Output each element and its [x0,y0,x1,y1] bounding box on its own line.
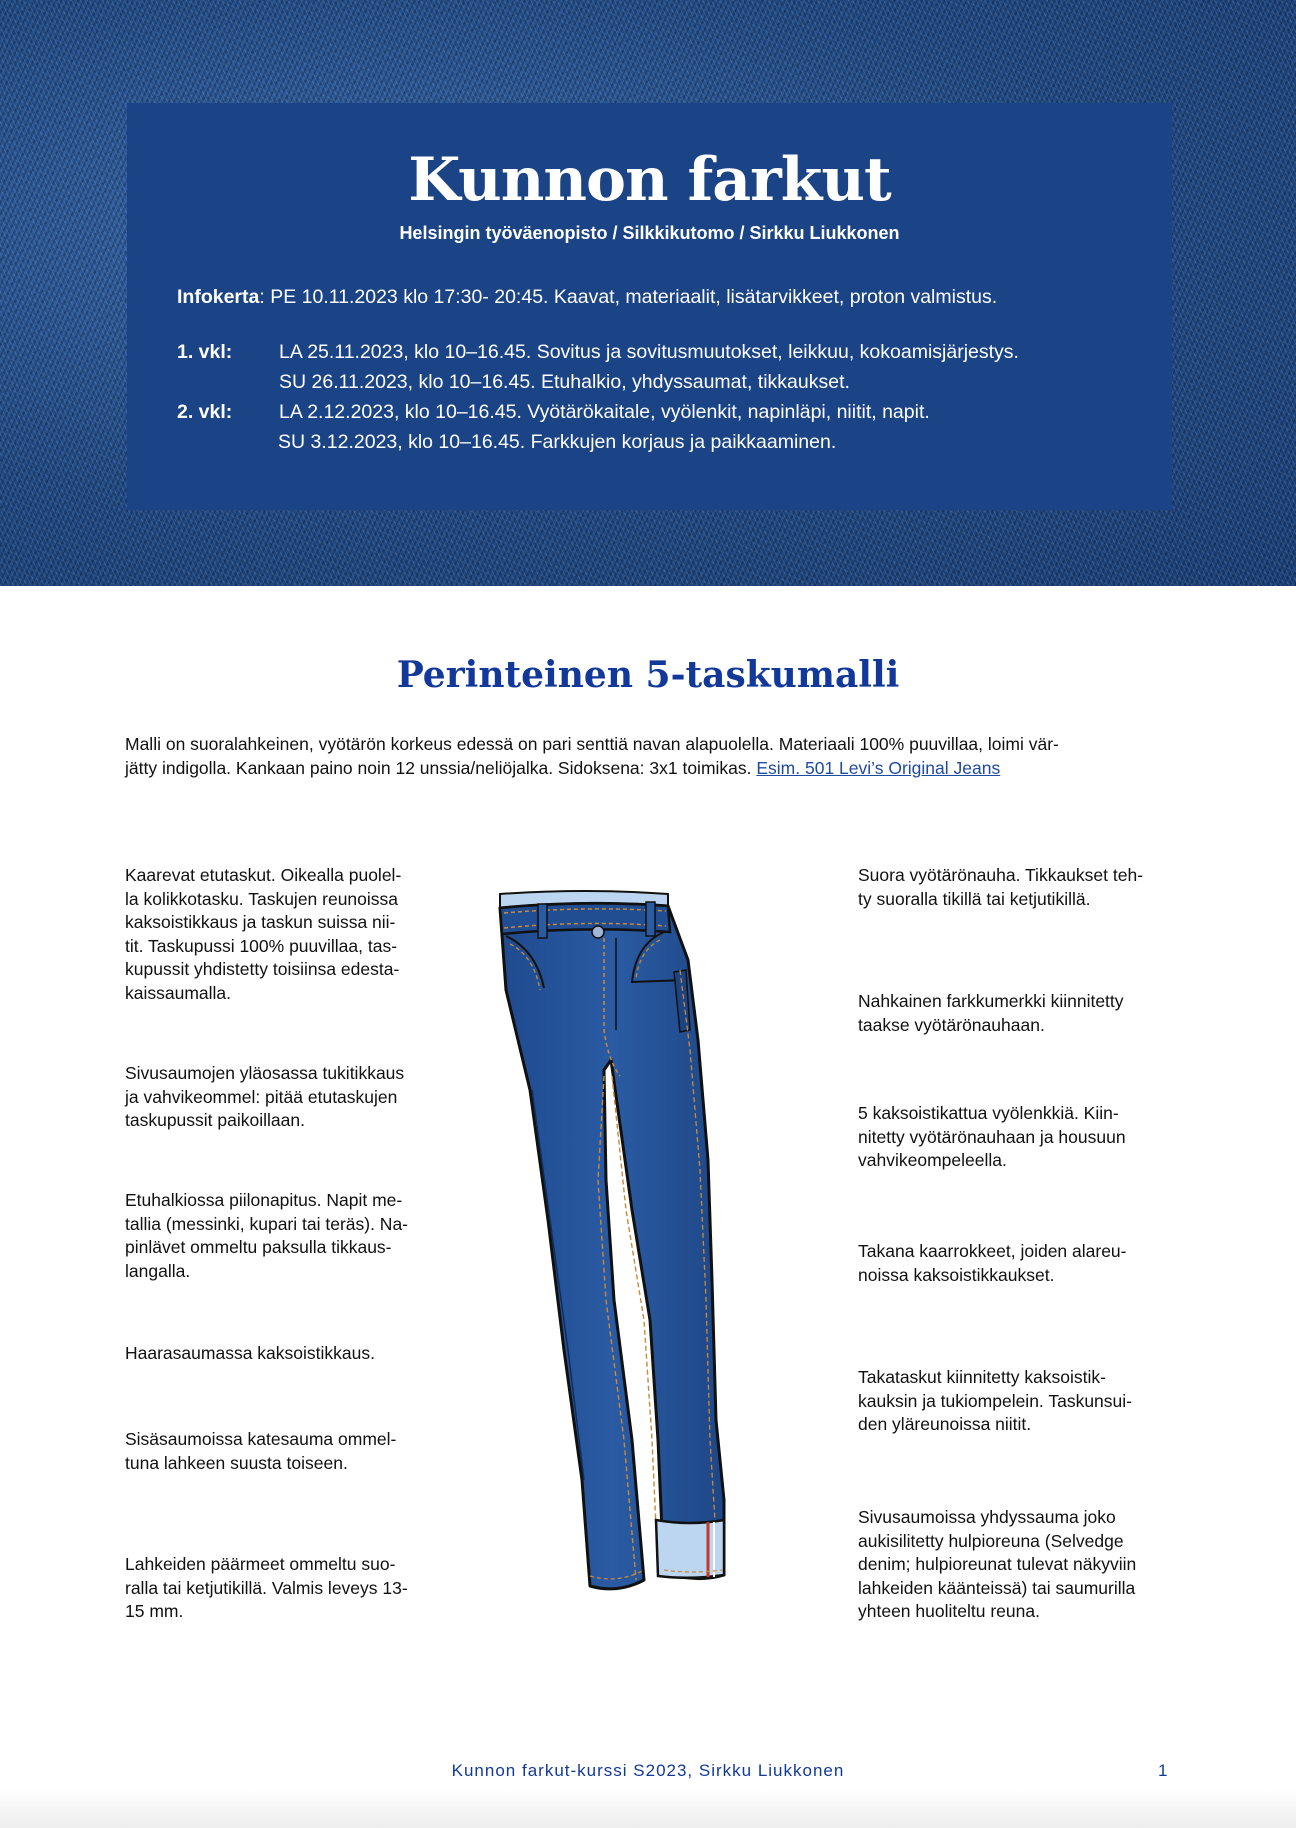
jeans-body [500,903,724,1588]
note-back-pockets: Takataskut kiinnitetty kaksoistik- kauksin ja tukiompelein. Taskunsui- den yläreunoissa niitit. [858,1367,1132,1434]
belt-loop [538,904,547,938]
jeans-button [592,926,604,938]
note-back-yoke: Takana kaarrokkeet, joiden alareu- noissa kaksoistikkaukset. [858,1241,1127,1285]
intro-line-1: Malli on suoralahkeinen, vyötärön korkeus edessä on pari senttiä navan alapuolella. Materiaali 100% puuvillaa, loimi vär- [125,734,1059,754]
schedule-week1-row1 [177,341,1019,364]
levis-501-link[interactable]: Esim. 501 Levi’s Original Jeans [756,758,1001,778]
jeans-illustration [486,880,826,1615]
note-leather-patch: Nahkainen farkkumerkki kiinnitetty taakse vyötärönauhaan. [858,991,1124,1035]
week2-label: 2. vkl: [177,401,233,423]
note-inseam: Sisäsaumoissa katesauma ommel- tuna lahkeen suusta toiseen. [125,1429,397,1473]
intro-line-2: jätty indigolla. Kankaan paino noin 12 unssia/neliöjalka. Sidoksena: 3x1 toimikas. [125,758,757,778]
belt-loop [646,902,655,936]
info-text: : PE 10.11.2023 klo 17:30- 20:45. Kaavat, materiaalit, lisätarvikkeet, proton valmistus. [259,286,998,308]
document-subtitle: Helsingin työväenopisto / Silkkikutomo / Sirkku Liukkonen [399,223,900,243]
page-bottom-edge [0,1790,1296,1828]
week1-label: 1. vkl: [177,341,233,363]
note-crotch-seam: Haarasaumassa kaksoistikkaus. [125,1343,375,1363]
note-waistband: Suora vyötärönauha. Tikkaukset teh- ty suoralla tikillä tai ketjutikillä. [858,865,1144,909]
section-title: Perinteinen 5-taskumalli [396,654,900,696]
note-belt-loops: 5 kaksoistikattua vyölenkkiä. Kiin- nitetty vyötärönauhaan ja housuun vahvikeompeleella. [858,1103,1126,1170]
schedule-info-row [177,286,997,309]
waistband [500,903,670,934]
week2-day2: SU 3.12.2023, klo 10–16.45. Farkkujen korjaus ja paikkaaminen. [278,431,837,453]
denim-header-background [0,0,1296,586]
note-fly-buttons: Etuhalkiossa piilonapitus. Napit me- tallia (messinki, kupari tai teräs). Na- pinlävet ommeltu paksulla tikkaus- langalla. [125,1190,408,1281]
footer-text: Kunnon farkut-kurssi S2023, Sirkku Liukkonen [451,1761,845,1780]
intro-paragraph [125,732,1175,780]
note-side-seams: Sivusaumoissa yhdyssauma joko aukisilitetty hulpioreuna (Selvedge denim; hulpioreunat tulevat näkyviin lahkeiden käänteissä) tai saumurilla yhteen huoliteltu reuna. [858,1507,1137,1621]
page-number: 1 [1158,1761,1168,1780]
schedule-week2-row1 [177,401,930,424]
note-front-pockets: Kaarevat etutaskut. Oikealla puolel- la kolikkotasku. Taskujen reunoissa kaksoistikkaus ja taskun suissa nii- tit. Taskupussi 100% puuvillaa, tas- kupussit yhdistetty toisiinsa edesta- kaissaumalla. [125,865,402,1003]
header-panel [127,103,1172,510]
document-title: Kunnon farkut [408,145,891,215]
week1-day1: LA 25.11.2023, klo 10–16.45. Sovitus ja sovitusmuutokset, leikkuu, kokoamisjärjestys. [279,341,1019,363]
note-hems: Lahkeiden päärmeet ommeltu suo- ralla tai ketjutikillä. Valmis leveys 13- 15 mm. [125,1554,408,1621]
info-label: Infokerta [177,286,260,308]
week2-day1: LA 2.12.2023, klo 10–16.45. Vyötärökaitale, vyölenkit, napinläpi, niitit, napit. [279,401,930,423]
week1-day2: SU 26.11.2023, klo 10–16.45. Etuhalkio, yhdyssaumat, tikkaukset. [279,371,850,393]
note-side-seam-top: Sivusaumojen yläosassa tukitikkaus ja vahvikeommel: pitää etutaskujen taskupussit paikoillaan. [125,1063,405,1130]
